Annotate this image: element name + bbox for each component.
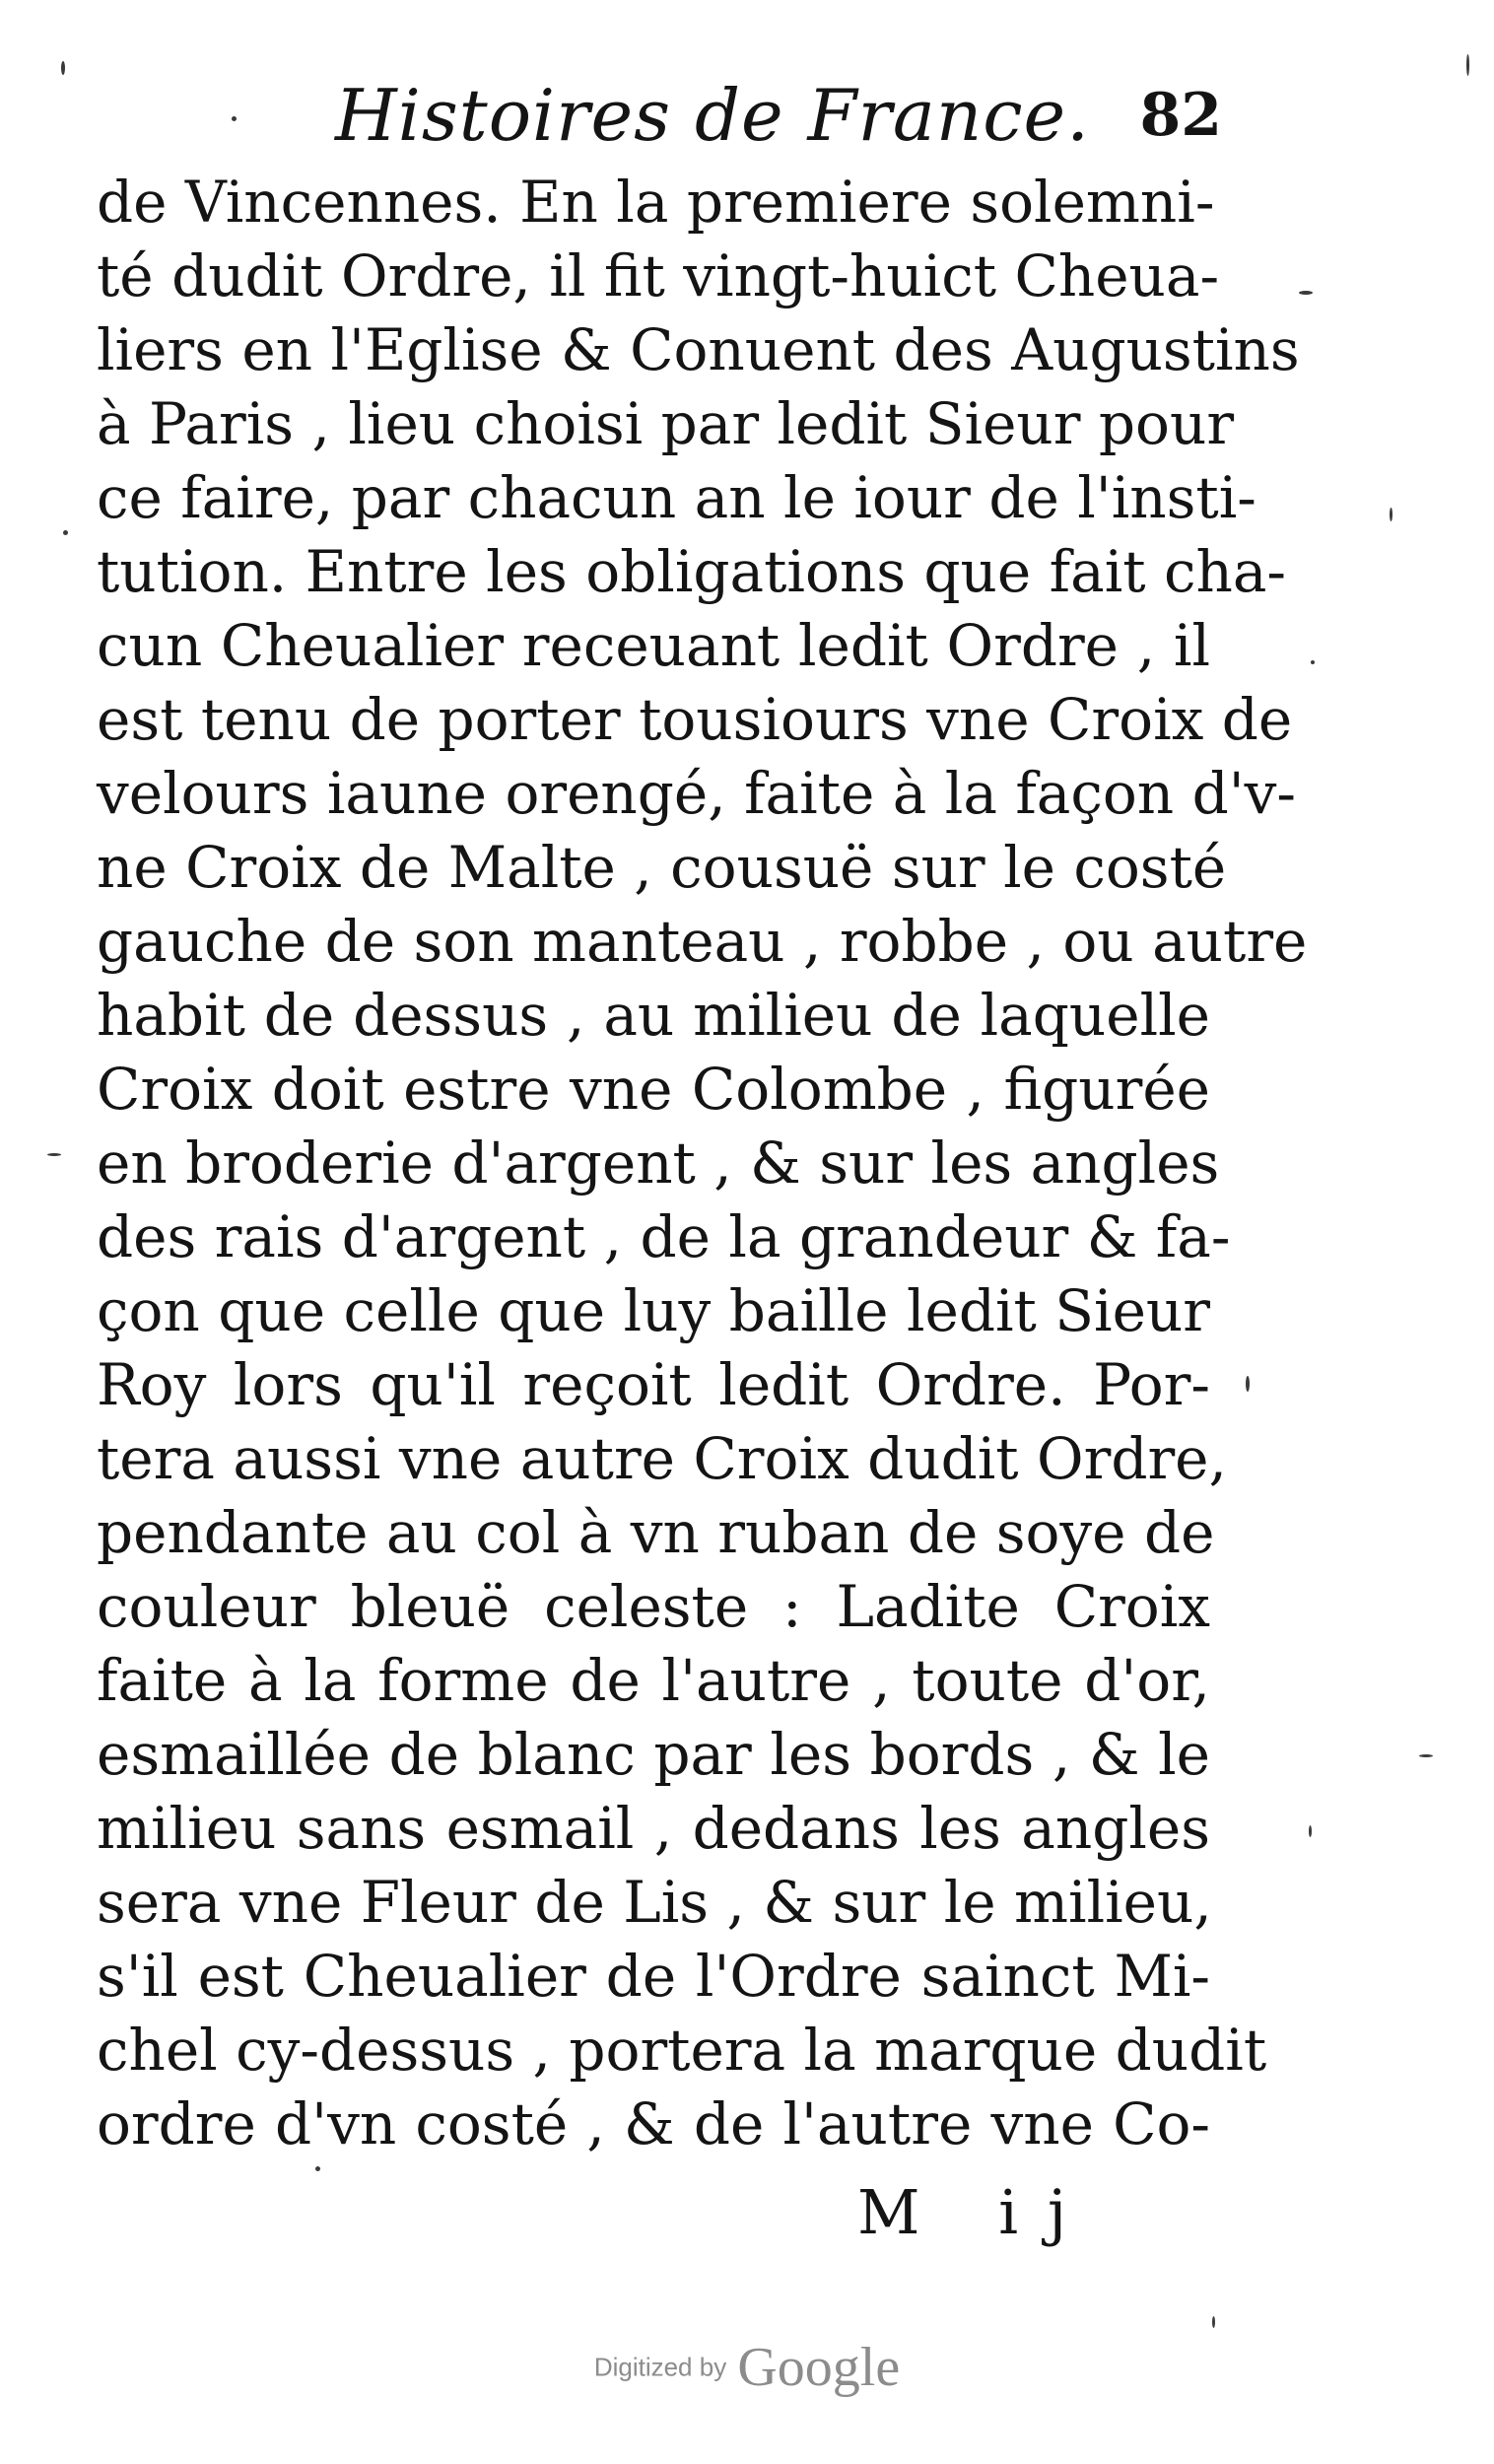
scan-speck [1390, 508, 1392, 521]
text-line: Croix doit estre vne Colombe , figurée [97, 1056, 1210, 1123]
text-line: des rais d'argent , de la grandeur & fa- [97, 1203, 1231, 1270]
text-line: en broderie d'argent , & sur les angles [97, 1129, 1220, 1197]
scan-speck [315, 2166, 320, 2171]
text-line: couleur bleuë celeste : Ladite Croix [97, 1573, 1210, 1640]
running-head [335, 71, 1222, 160]
scan-speck [1466, 54, 1469, 76]
running-title: Histoires de France. [335, 74, 1091, 157]
text-line: té dudit Ordre, il fit vingt-huict Cheua- [97, 242, 1220, 309]
watermark-prefix: Digitized by [593, 2352, 727, 2382]
scan-speck [232, 116, 237, 121]
text-line: çon que celle que luy baille ledit Sieur [97, 1277, 1210, 1344]
text-line: habit de dessus , au milieu de laquelle [97, 982, 1210, 1049]
text-line: milieu sans esmail , dedans les angles [97, 1795, 1210, 1862]
scan-speck [1246, 1376, 1250, 1392]
scan-speck [1212, 2316, 1215, 2328]
text-line: cun Cheualier receuant ledit Ordre , il [97, 612, 1210, 679]
text-line: esmaillée de blanc par les bords , & le [97, 1721, 1210, 1788]
scan-speck [1419, 1754, 1433, 1757]
text-line: est tenu de porter tousiours vne Croix de [97, 686, 1293, 753]
signature-mark: M ij [857, 2176, 1097, 2248]
text-line: faite à la forme de l'autre , toute d'or, [97, 1647, 1210, 1714]
scan-speck [61, 61, 65, 75]
text-line: s'il est Cheualier de l'Ordre sainct Mi- [97, 1943, 1210, 2010]
text-line: liers en l'Eglise & Conuent des Augustins [97, 316, 1300, 383]
watermark-brand: Google [737, 2337, 901, 2398]
scan-speck [1311, 660, 1315, 664]
scan-speck [63, 530, 68, 535]
scan-speck [1309, 1825, 1312, 1837]
text-line: chel cy-dessus , portera la marque dudit [97, 2017, 1267, 2084]
scan-speck [1299, 291, 1313, 295]
text-line: tution. Entre les obligations que fait cha- [97, 538, 1287, 605]
text-line: tera aussi vne autre Croix dudit Ordre, [97, 1425, 1227, 1492]
text-line: à Paris , lieu choisi par ledit Sieur pour [97, 390, 1235, 457]
text-line: Roy lors qu'il reçoit ledit Ordre. Por- [97, 1351, 1210, 1418]
text-line: ce faire, par chacun an le iour de l'insti- [97, 464, 1256, 531]
text-line: gauche de son manteau , robbe , ou autre [97, 908, 1308, 975]
body-text [97, 166, 1308, 2161]
scan-speck [47, 1153, 61, 1156]
digitized-watermark [0, 2336, 1494, 2399]
text-line: sera vne Fleur de Lis , & sur le milieu, [97, 1869, 1212, 1936]
text-line: velours iaune orengé, faite à la façon d'v- [97, 760, 1297, 827]
text-line: pendante au col à vn ruban de soye de [97, 1499, 1215, 1566]
page-number: 82 [1139, 81, 1222, 150]
text-line: ne Croix de Malte , cousuë sur le costé [97, 834, 1227, 901]
text-line: ordre d'vn costé , & de l'autre vne Co- [97, 2090, 1210, 2157]
text-line: de Vincennes. En la premiere solemni- [97, 169, 1215, 236]
